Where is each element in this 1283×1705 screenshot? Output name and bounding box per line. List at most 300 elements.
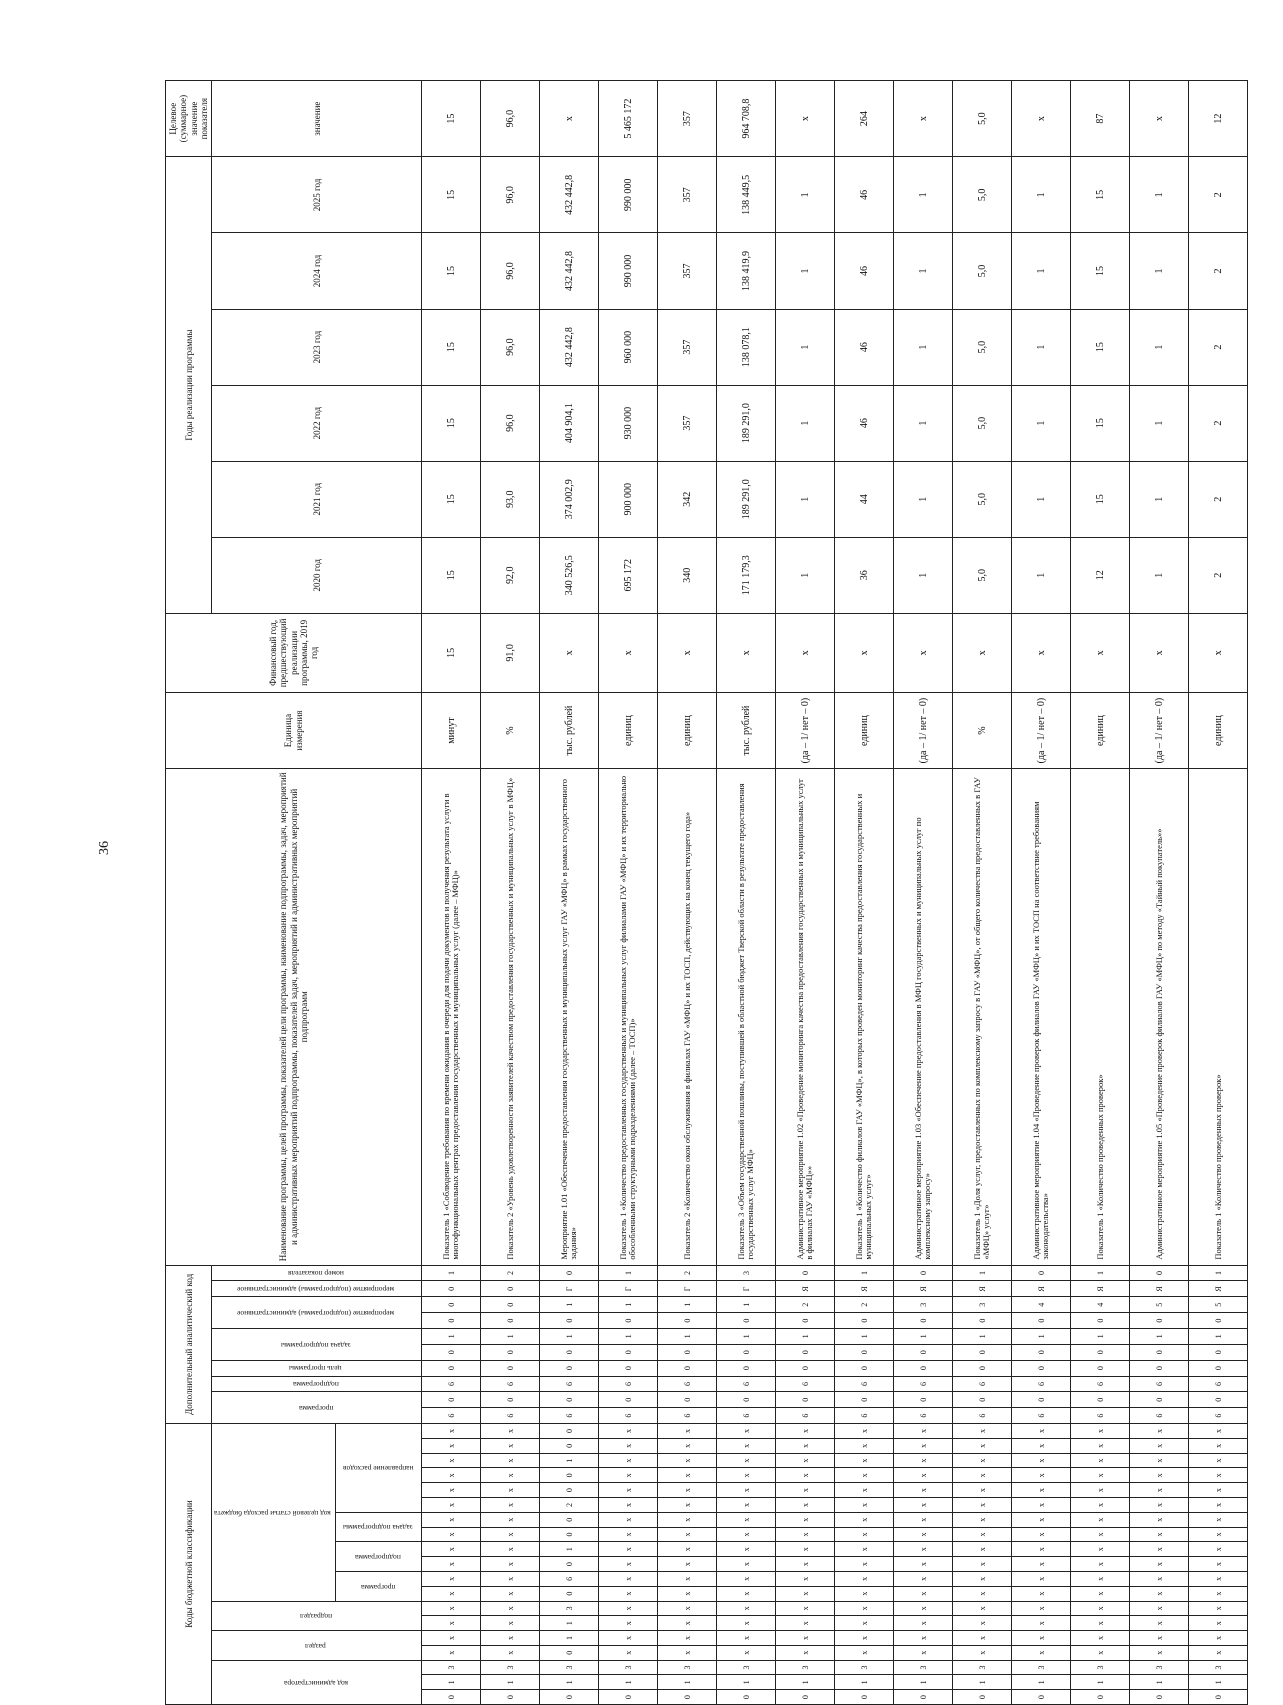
dak-code-cell: 4: [1012, 1297, 1071, 1313]
dak-code-cell: 0: [953, 1313, 1012, 1329]
row-unit-cell: единиц: [835, 693, 894, 769]
kbk-code-cell: х: [894, 1438, 953, 1453]
kbk-code-cell: х: [599, 1571, 658, 1586]
row-base-year-cell: 91,0: [481, 613, 540, 692]
row-year-value-cell: 93,0: [481, 461, 540, 537]
dak-code-cell: 0: [1071, 1313, 1130, 1329]
kbk-code-cell: х: [776, 1512, 835, 1527]
header-kbk-direction-text: направление расходов: [342, 1464, 414, 1474]
kbk-code-cell: х: [1130, 1601, 1189, 1616]
kbk-code-cell: х: [717, 1483, 776, 1498]
kbk-code-cell: х: [835, 1557, 894, 1572]
kbk-code-cell: х: [717, 1601, 776, 1616]
kbk-code-cell: х: [1012, 1453, 1071, 1468]
kbk-code-cell: х: [422, 1631, 481, 1646]
table-header: [166, 81, 422, 1705]
row-year-value-cell: 960 000: [599, 309, 658, 385]
row-unit-cell: единиц: [1071, 693, 1130, 769]
kbk-code-cell: 0: [540, 1557, 599, 1572]
kbk-code-cell: 3: [540, 1601, 599, 1616]
dak-code-cell: 0: [481, 1313, 540, 1329]
dak-code-cell: 0: [599, 1344, 658, 1360]
dak-code-cell: Я: [835, 1281, 894, 1297]
row-year-value-cell: 1: [776, 309, 835, 385]
dak-code-cell: 0: [717, 1313, 776, 1329]
dak-code-cell: 1: [776, 1329, 835, 1345]
row-year-value-cell: 1: [894, 385, 953, 461]
kbk-code-cell: х: [1012, 1557, 1071, 1572]
kbk-code-cell: 1: [953, 1675, 1012, 1690]
row-year-value-cell: 342: [658, 461, 717, 537]
kbk-code-cell: 3: [658, 1660, 717, 1675]
row-year-value-cell: 12: [1071, 537, 1130, 613]
kbk-code-cell: х: [1071, 1557, 1130, 1572]
kbk-code-cell: х: [422, 1527, 481, 1542]
row-year-value-cell: 46: [835, 157, 894, 233]
kbk-code-cell: х: [1130, 1468, 1189, 1483]
row-base-year-cell: х: [658, 613, 717, 692]
kbk-code-cell: х: [953, 1512, 1012, 1527]
kbk-code-cell: х: [1012, 1498, 1071, 1513]
kbk-code-cell: х: [1071, 1438, 1130, 1453]
kbk-code-cell: х: [1130, 1631, 1189, 1646]
kbk-code-cell: х: [658, 1512, 717, 1527]
kbk-code-cell: х: [953, 1438, 1012, 1453]
table-row: [1130, 81, 1189, 1705]
dak-code-cell: Я: [953, 1281, 1012, 1297]
row-year-value-cell: 1: [1130, 461, 1189, 537]
kbk-code-cell: 1: [1071, 1675, 1130, 1690]
row-year-value-cell: 1: [1012, 309, 1071, 385]
kbk-code-cell: х: [894, 1586, 953, 1601]
dak-code-cell: 6: [953, 1408, 1012, 1424]
row-year-value-cell: 15: [1071, 461, 1130, 537]
row-year-value-cell: 189 291,0: [717, 461, 776, 537]
kbk-code-cell: х: [1012, 1512, 1071, 1527]
row-year-value-cell: 15: [422, 157, 481, 233]
row-year-value-cell: 189 291,0: [717, 385, 776, 461]
dak-code-cell: 1: [599, 1297, 658, 1313]
dak-code-cell: 0: [717, 1360, 776, 1376]
kbk-code-cell: х: [1071, 1601, 1130, 1616]
dak-code-cell: Я: [894, 1281, 953, 1297]
dak-code-cell: 0: [1012, 1344, 1071, 1360]
dak-code-cell: 1: [658, 1297, 717, 1313]
header-dak-event-text: мероприятие (подпрограммы) административное: [237, 1308, 395, 1318]
dak-code-cell: 1: [1071, 1265, 1130, 1281]
row-unit-cell: (да – 1/ нет – 0): [1130, 693, 1189, 769]
row-name-cell: Показатель 2 «Количество окон обслуживания в филиалах ГАУ «МФЦ» и их ТОСП, действующих на конец текущего года»: [658, 769, 717, 1266]
kbk-code-cell: х: [1012, 1483, 1071, 1498]
header-dak-event-num-text: мероприятие (подпрограммы) административное: [237, 1285, 395, 1295]
kbk-code-cell: 1: [1012, 1675, 1071, 1690]
kbk-code-cell: х: [835, 1586, 894, 1601]
kbk-code-cell: х: [1130, 1438, 1189, 1453]
kbk-code-cell: х: [481, 1438, 540, 1453]
table-row: [835, 81, 894, 1705]
kbk-code-cell: 0: [540, 1438, 599, 1453]
kbk-code-cell: х: [1012, 1571, 1071, 1586]
row-year-value-cell: 432 442,8: [540, 157, 599, 233]
kbk-code-cell: х: [1130, 1424, 1189, 1439]
dak-code-cell: 1: [1130, 1329, 1189, 1345]
kbk-code-cell: х: [599, 1542, 658, 1557]
row-year-value-cell: 2: [1189, 157, 1248, 233]
dak-code-cell: 1: [1071, 1329, 1130, 1345]
header-dak-subprogram-text: подпрограмма: [292, 1380, 339, 1390]
kbk-code-cell: х: [599, 1468, 658, 1483]
row-year-value-cell: 1: [776, 233, 835, 309]
kbk-code-cell: х: [658, 1424, 717, 1439]
row-year-value-cell: 96,0: [481, 157, 540, 233]
row-year-value-cell: 96,0: [481, 385, 540, 461]
header-name: Наименование программы, целей программы, показателей цели программы, наименование подпрограммы, задач, мероприятий и административных мероприятий подпрограммы, показателей задач, мероприятий и административных мероприятий подпрограмм: [166, 769, 422, 1266]
kbk-code-cell: х: [599, 1424, 658, 1439]
row-year-value-cell: 1: [776, 537, 835, 613]
row-target-value-cell: х: [1012, 81, 1071, 157]
dak-code-cell: 0: [422, 1344, 481, 1360]
kbk-code-cell: 0: [422, 1690, 481, 1705]
kbk-code-cell: х: [894, 1453, 953, 1468]
row-base-year-cell: х: [1071, 613, 1130, 692]
row-year-value-cell: 1: [776, 157, 835, 233]
kbk-code-cell: х: [776, 1542, 835, 1557]
kbk-code-cell: х: [835, 1424, 894, 1439]
kbk-code-cell: х: [1189, 1645, 1248, 1660]
kbk-code-cell: х: [835, 1571, 894, 1586]
dak-code-cell: 6: [835, 1408, 894, 1424]
kbk-code-cell: х: [1012, 1468, 1071, 1483]
row-name-cell: Показатель 1 «Количество проведенных проверок»: [1189, 769, 1248, 1266]
row-year-value-cell: 695 172: [599, 537, 658, 613]
kbk-code-cell: 0: [540, 1512, 599, 1527]
row-unit-cell: %: [953, 693, 1012, 769]
kbk-code-cell: х: [894, 1527, 953, 1542]
kbk-code-cell: х: [1012, 1601, 1071, 1616]
dak-code-cell: 4: [1071, 1297, 1130, 1313]
kbk-code-cell: х: [717, 1586, 776, 1601]
dak-code-cell: 5: [1189, 1297, 1248, 1313]
dak-code-cell: Я: [1189, 1281, 1248, 1297]
kbk-code-cell: х: [835, 1468, 894, 1483]
kbk-code-cell: х: [599, 1498, 658, 1513]
row-year-value-cell: 1: [1012, 233, 1071, 309]
kbk-code-cell: х: [1189, 1601, 1248, 1616]
kbk-code-cell: 0: [540, 1690, 599, 1705]
kbk-code-cell: 3: [1071, 1660, 1130, 1675]
dak-code-cell: 2: [658, 1265, 717, 1281]
kbk-code-cell: х: [953, 1483, 1012, 1498]
dak-code-cell: 6: [481, 1376, 540, 1392]
dak-code-cell: 0: [540, 1313, 599, 1329]
kbk-code-cell: 0: [1071, 1690, 1130, 1705]
row-base-year-cell: х: [540, 613, 599, 692]
row-year-value-cell: 15: [422, 385, 481, 461]
header-kbk-task: [336, 1512, 422, 1542]
page-number: 36: [97, 841, 112, 855]
kbk-code-cell: 0: [540, 1424, 599, 1439]
kbk-code-cell: х: [422, 1586, 481, 1601]
dak-code-cell: 0: [599, 1313, 658, 1329]
dak-code-cell: 0: [658, 1360, 717, 1376]
kbk-code-cell: х: [658, 1453, 717, 1468]
kbk-code-cell: х: [776, 1498, 835, 1513]
row-year-value-cell: 1: [776, 461, 835, 537]
row-year-value-cell: 1: [1012, 157, 1071, 233]
dak-code-cell: 6: [776, 1408, 835, 1424]
header-unit: Единица измерения: [166, 693, 422, 769]
kbk-code-cell: х: [953, 1527, 1012, 1542]
kbk-code-cell: х: [422, 1542, 481, 1557]
row-target-value-cell: х: [776, 81, 835, 157]
dak-code-cell: 1: [1189, 1329, 1248, 1345]
dak-code-cell: 0: [1130, 1392, 1189, 1408]
dak-code-cell: 1: [540, 1329, 599, 1345]
kbk-code-cell: 3: [540, 1660, 599, 1675]
row-base-year-cell: х: [1189, 613, 1248, 692]
kbk-code-cell: х: [599, 1527, 658, 1542]
kbk-code-cell: х: [835, 1601, 894, 1616]
row-year-value-cell: 432 442,8: [540, 309, 599, 385]
kbk-code-cell: х: [599, 1557, 658, 1572]
header-dak-goal: [212, 1360, 422, 1376]
kbk-code-cell: х: [776, 1453, 835, 1468]
table-row: [1189, 81, 1248, 1705]
dak-code-cell: Я: [1071, 1281, 1130, 1297]
dak-code-cell: 0: [776, 1360, 835, 1376]
kbk-code-cell: х: [1012, 1631, 1071, 1646]
dak-code-cell: 6: [1071, 1376, 1130, 1392]
header-kbk-subsection-text: подраздел: [299, 1612, 332, 1622]
row-year-value-cell: 432 442,8: [540, 233, 599, 309]
kbk-code-cell: х: [953, 1468, 1012, 1483]
row-year-value-cell: 357: [658, 233, 717, 309]
dak-code-cell: 0: [1012, 1360, 1071, 1376]
kbk-code-cell: х: [1071, 1453, 1130, 1468]
row-year-value-cell: 44: [835, 461, 894, 537]
kbk-code-cell: х: [658, 1586, 717, 1601]
dak-code-cell: 6: [1071, 1408, 1130, 1424]
row-target-value-cell: 264: [835, 81, 894, 157]
dak-code-cell: 1: [717, 1329, 776, 1345]
dak-code-cell: 6: [540, 1376, 599, 1392]
dak-code-cell: 0: [422, 1281, 481, 1297]
table-row: [953, 81, 1012, 1705]
header-year-4: 2023 год: [212, 309, 422, 385]
dak-code-cell: 0: [481, 1281, 540, 1297]
table-row: [658, 81, 717, 1705]
kbk-code-cell: 3: [1189, 1660, 1248, 1675]
row-year-value-cell: 15: [1071, 309, 1130, 385]
kbk-code-cell: х: [894, 1571, 953, 1586]
table-row: [422, 81, 481, 1705]
kbk-code-cell: х: [894, 1542, 953, 1557]
kbk-code-cell: х: [894, 1557, 953, 1572]
kbk-code-cell: х: [1189, 1438, 1248, 1453]
dak-code-cell: 1: [422, 1329, 481, 1345]
kbk-code-cell: х: [835, 1527, 894, 1542]
kbk-code-cell: х: [1012, 1542, 1071, 1557]
kbk-code-cell: х: [1189, 1586, 1248, 1601]
dak-code-cell: 0: [1189, 1392, 1248, 1408]
kbk-code-cell: х: [658, 1645, 717, 1660]
kbk-code-cell: х: [1189, 1542, 1248, 1557]
kbk-code-cell: х: [1071, 1483, 1130, 1498]
dak-code-cell: 0: [717, 1392, 776, 1408]
kbk-code-cell: х: [658, 1557, 717, 1572]
header-year-5: 2024 год: [212, 233, 422, 309]
kbk-code-cell: х: [776, 1631, 835, 1646]
kbk-code-cell: х: [717, 1468, 776, 1483]
kbk-code-cell: х: [1071, 1645, 1130, 1660]
dak-code-cell: 1: [953, 1329, 1012, 1345]
row-year-value-cell: 138 419,9: [717, 233, 776, 309]
kbk-code-cell: х: [422, 1512, 481, 1527]
dak-code-cell: 6: [422, 1376, 481, 1392]
dak-code-cell: 1: [658, 1329, 717, 1345]
row-name-cell: Показатель 3 «Объем государственной пошлины, поступившей в областной бюджет Тверской области в результате предоставления государственных услуг МФЦ»: [717, 769, 776, 1266]
kbk-code-cell: 0: [717, 1690, 776, 1705]
kbk-code-cell: х: [599, 1645, 658, 1660]
dak-code-cell: 6: [1189, 1376, 1248, 1392]
kbk-code-cell: х: [599, 1631, 658, 1646]
row-year-value-cell: 2: [1189, 309, 1248, 385]
row-target-value-cell: 96,0: [481, 81, 540, 157]
kbk-code-cell: х: [1071, 1468, 1130, 1483]
row-base-year-cell: х: [717, 613, 776, 692]
kbk-code-cell: х: [835, 1438, 894, 1453]
kbk-code-cell: х: [776, 1616, 835, 1631]
dak-code-cell: 0: [422, 1360, 481, 1376]
kbk-code-cell: 0: [776, 1690, 835, 1705]
row-year-value-cell: 2: [1189, 385, 1248, 461]
dak-code-cell: 6: [540, 1408, 599, 1424]
header-kbk-task-text: задача подпрограммы: [342, 1523, 413, 1533]
kbk-code-cell: х: [776, 1601, 835, 1616]
kbk-code-cell: х: [1012, 1645, 1071, 1660]
kbk-code-cell: х: [1189, 1512, 1248, 1527]
dak-code-cell: 0: [599, 1360, 658, 1376]
kbk-code-cell: 3: [835, 1660, 894, 1675]
row-target-value-cell: х: [894, 81, 953, 157]
row-year-value-cell: 15: [1071, 157, 1130, 233]
kbk-code-cell: х: [1189, 1571, 1248, 1586]
kbk-code-cell: х: [894, 1512, 953, 1527]
dak-code-cell: 5: [1130, 1297, 1189, 1313]
kbk-code-cell: х: [422, 1498, 481, 1513]
row-base-year-cell: х: [894, 613, 953, 692]
kbk-code-cell: х: [717, 1512, 776, 1527]
kbk-code-cell: х: [717, 1527, 776, 1542]
row-base-year-cell: х: [776, 613, 835, 692]
dak-code-cell: 2: [481, 1265, 540, 1281]
row-year-value-cell: 15: [422, 461, 481, 537]
dak-code-cell: 0: [894, 1344, 953, 1360]
header-kbk-direction: [336, 1424, 422, 1513]
dak-code-cell: 0: [1071, 1360, 1130, 1376]
header-year-3: 2022 год: [212, 385, 422, 461]
kbk-code-cell: х: [1130, 1616, 1189, 1631]
kbk-code-cell: х: [953, 1557, 1012, 1572]
row-year-value-cell: 930 000: [599, 385, 658, 461]
row-year-value-cell: 1: [894, 157, 953, 233]
row-year-value-cell: 138 449,5: [717, 157, 776, 233]
row-year-value-cell: 15: [422, 309, 481, 385]
kbk-code-cell: х: [481, 1453, 540, 1468]
table-row: [540, 81, 599, 1705]
kbk-code-cell: 2: [540, 1498, 599, 1513]
kbk-code-cell: х: [894, 1631, 953, 1646]
kbk-code-cell: х: [658, 1631, 717, 1646]
dak-code-cell: 0: [1012, 1392, 1071, 1408]
row-target-value-cell: 15: [422, 81, 481, 157]
kbk-code-cell: х: [422, 1453, 481, 1468]
kbk-code-cell: х: [717, 1424, 776, 1439]
dak-code-cell: 1: [422, 1265, 481, 1281]
dak-code-cell: 6: [599, 1408, 658, 1424]
dak-code-cell: 0: [540, 1265, 599, 1281]
dak-code-cell: 6: [894, 1376, 953, 1392]
kbk-code-cell: х: [1071, 1527, 1130, 1542]
kbk-code-cell: 3: [953, 1660, 1012, 1675]
kbk-code-cell: х: [1130, 1586, 1189, 1601]
header-year-6: 2025 год: [212, 157, 422, 233]
header-target-group: Целевое (суммарное) значение показателя: [166, 81, 212, 157]
kbk-code-cell: х: [953, 1586, 1012, 1601]
kbk-code-cell: х: [1130, 1498, 1189, 1513]
row-year-value-cell: 1: [1130, 157, 1189, 233]
dak-code-cell: 0: [1130, 1313, 1189, 1329]
kbk-code-cell: х: [1189, 1483, 1248, 1498]
kbk-code-cell: х: [1130, 1453, 1189, 1468]
kbk-code-cell: х: [481, 1512, 540, 1527]
dak-code-cell: 1: [953, 1265, 1012, 1281]
row-base-year-cell: х: [835, 613, 894, 692]
dak-code-cell: 3: [717, 1265, 776, 1281]
header-kbk-program: [336, 1571, 422, 1601]
header-dak-program-text: программа: [298, 1404, 333, 1414]
dak-code-cell: 0: [894, 1392, 953, 1408]
dak-code-cell: 0: [776, 1265, 835, 1281]
kbk-code-cell: х: [599, 1438, 658, 1453]
header-dak-subprogram: [212, 1376, 422, 1392]
kbk-code-cell: 0: [1130, 1690, 1189, 1705]
kbk-code-cell: х: [422, 1601, 481, 1616]
kbk-code-cell: х: [894, 1483, 953, 1498]
row-name-cell: Административное мероприятие 1.04 «Проведение проверок филиалов ГАУ «МФЦ» и их ТОСП на соответствие требованиям законодательства»: [1012, 769, 1071, 1266]
kbk-code-cell: х: [835, 1631, 894, 1646]
dak-code-cell: 0: [835, 1360, 894, 1376]
dak-code-cell: 0: [658, 1344, 717, 1360]
kbk-code-cell: х: [835, 1512, 894, 1527]
row-base-year-cell: х: [1130, 613, 1189, 692]
dak-code-cell: 0: [658, 1392, 717, 1408]
dak-code-cell: 0: [658, 1313, 717, 1329]
kbk-code-cell: х: [658, 1438, 717, 1453]
header-dak: Дополнительный аналитический код: [166, 1265, 212, 1423]
kbk-code-cell: х: [481, 1616, 540, 1631]
kbk-code-cell: х: [776, 1557, 835, 1572]
kbk-code-cell: х: [658, 1498, 717, 1513]
kbk-code-cell: х: [422, 1616, 481, 1631]
kbk-code-cell: х: [894, 1616, 953, 1631]
kbk-code-cell: 1: [1189, 1675, 1248, 1690]
header-target-value: значение: [212, 81, 422, 157]
kbk-code-cell: 0: [540, 1527, 599, 1542]
row-year-value-cell: 1: [894, 233, 953, 309]
kbk-code-cell: х: [599, 1616, 658, 1631]
dak-code-cell: 6: [776, 1376, 835, 1392]
